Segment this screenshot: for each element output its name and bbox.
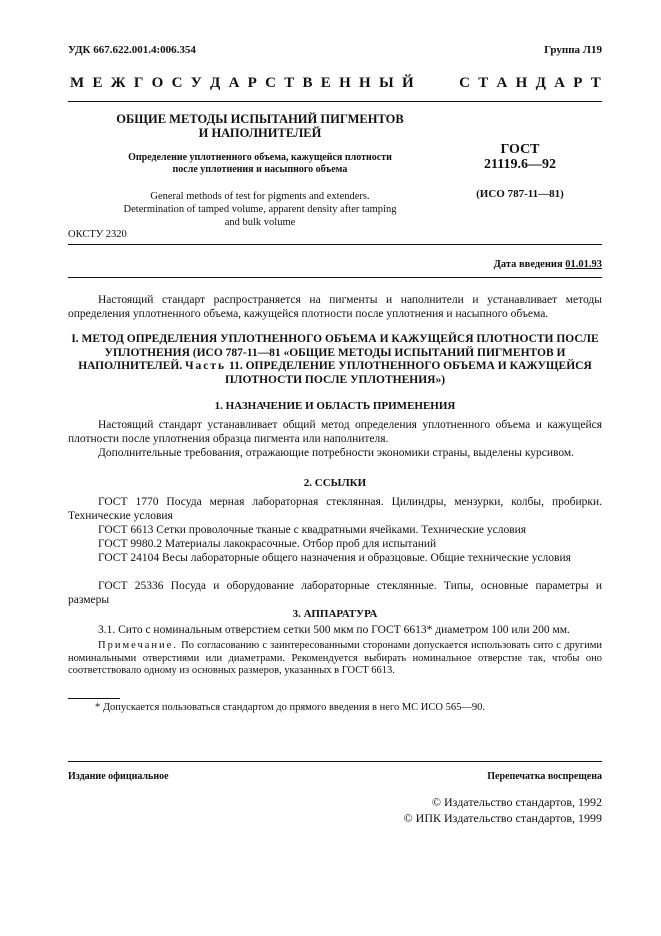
introduction-date [494, 259, 602, 270]
letter: Д [535, 75, 547, 91]
document-title: ОБЩИЕ МЕТОДЫ ИСПЫТАНИЙ ПИГМЕНТОВ И НАПОЛНИТЕЛЕЙ [116, 112, 404, 140]
letter: Ы [378, 75, 395, 91]
reference-item: ГОСТ 24104 Весы лабораторные общего назначения и образцовые. Общие технические условия [98, 552, 571, 564]
gost-number: 21119.6—92 [484, 157, 556, 172]
gost-label: ГОСТ [500, 142, 540, 157]
letter: А [228, 75, 241, 91]
date-label: Дата введения [493, 259, 563, 270]
letter: В [302, 75, 314, 91]
section-i-text-a: I. МЕТОД ОПРЕДЕЛЕНИЯ УПЛОТНЕННОГО ОБЪЕМА И КАЖУЩЕЙСЯ ПЛОТНОСТИ ПОСЛЕ УПЛОТНЕНИЯ (ИСО 787-11—81 «ОБЩИЕ МЕТОДЫ ИСПЫТАНИЙ ПИГМЕНТОВ И НАПОЛНИТЕЛЕЙ. [71, 333, 599, 372]
standard-type-heading [70, 75, 602, 92]
letter: С [265, 75, 277, 91]
heading-purpose: 1. НАЗНАЧЕНИЕ И ОБЛАСТЬ ПРИМЕНЕНИЯ [214, 400, 456, 412]
letter: Т [284, 75, 296, 91]
paragraph-sieve: 3.1. Сито с номинальным отверстием сетки 500 мкм по ГОСТ 6613* диаметром 100 или 200 мм. [98, 624, 570, 636]
english-title: General methods of test for pigments and extenders. Determination of tamped volume, apparent density after tamping and bulk volume [123, 191, 397, 228]
letter: Е [92, 75, 104, 91]
group-code: Группа Л19 [544, 44, 602, 56]
footer-rule [68, 761, 602, 762]
note-label: Примечание. [98, 640, 178, 651]
letter: Й [401, 75, 415, 91]
section-i-text-b: 11. ОПРЕДЕЛЕНИЕ УПЛОТНЕННОГО ОБЪЕМА И КАЖУЩЕЙСЯ ПЛОТНОСТИ ПОСЛЕ УПЛОТНЕНИЯ») [224, 360, 592, 386]
date-value: 01.01.93 [565, 259, 602, 270]
document-subtitle: Определение уплотненного объема, кажущейся плотности после уплотнения и насыпного объема [128, 152, 392, 175]
paragraph-additional: Дополнительные требования, отражающие потребности экономики страны, выделены курсивом. [98, 447, 575, 459]
letter: А [496, 75, 509, 91]
date-rule [68, 277, 602, 278]
letter: Н [359, 75, 372, 91]
letter: Р [573, 75, 584, 91]
reference-item: ГОСТ 1770 Посуда мерная лабораторная стеклянная. Цилиндры, мензурки, колбы, пробирки. Технические условия [68, 496, 602, 522]
letter: Д [209, 75, 222, 91]
heading-apparatus: 3. АППАРАТУРА [292, 608, 378, 620]
section-i-heading [68, 333, 602, 387]
letter: М [70, 75, 86, 91]
note-text: По согласованию с заинтересованными сторонами допускается использовать сито с другими номинальными отверстиями или диаметрами. Рекомендуется выбирать номинальное отверстие так, чтобы оно соответствовало одному из основных размеров, указанных в ГОСТ 6613. [68, 640, 603, 676]
letter: У [190, 75, 203, 91]
iso-reference: (ИСО 787-11—81) [476, 188, 564, 200]
letter: А [554, 75, 567, 91]
note [68, 640, 602, 678]
okstu-code: ОКСТУ 2320 [68, 229, 127, 240]
letter: Т [590, 75, 602, 91]
letter: Ж [110, 75, 127, 91]
reference-item: ГОСТ 9980.2 Материалы лакокрасочные. Отбор проб для испытаний [98, 538, 437, 550]
section-i-part-label: Часть [185, 360, 227, 372]
paragraph-purpose: Настоящий стандарт устанавливает общий метод определения уплотненного объема и кажущейся плотности после уплотнения образца пигмента или наполнителя. [68, 419, 602, 445]
gost-designation [455, 142, 585, 172]
letter: Р [247, 75, 258, 91]
copyright-line: © ИПК Издательство стандартов, 1999 [403, 811, 602, 825]
reference-item: ГОСТ 6613 Сетки проволочные тканые с квадратными ячейками. Технические условия [98, 524, 527, 536]
copyright-line: © Издательство стандартов, 1992 [431, 795, 602, 809]
footnote: * Допускается пользоваться стандартом до прямого введения в него МС ИСО 565—90. [95, 702, 485, 713]
letter: Е [320, 75, 332, 91]
reprint-prohibited-label: Перепечатка воспрещена [487, 771, 602, 782]
letter: Н [339, 75, 352, 91]
letter: С [171, 75, 184, 91]
letter: О [151, 75, 165, 91]
letter: Т [478, 75, 490, 91]
letter: Н [515, 75, 529, 91]
official-edition-label: Издание официальное [68, 771, 169, 782]
scope-paragraph: Настоящий стандарт распространяется на пигменты и наполнители и устанавливает методы определения уплотненного объема, кажущейся плотности после уплотнения и насыпного объема. [68, 294, 602, 320]
udk-code: УДК 667.622.001.4:006.354 [68, 44, 196, 56]
reference-item: ГОСТ 25336 Посуда и оборудование лабораторные стеклянные. Типы, основные параметры и размеры [68, 580, 602, 606]
top-rule [68, 101, 602, 102]
letter: Г [133, 75, 145, 91]
footnote-rule [68, 698, 120, 699]
letter: С [459, 75, 471, 91]
heading-references: 2. ССЫЛКИ [303, 477, 367, 489]
title-block-rule [68, 244, 602, 245]
letter-gap [422, 75, 452, 92]
